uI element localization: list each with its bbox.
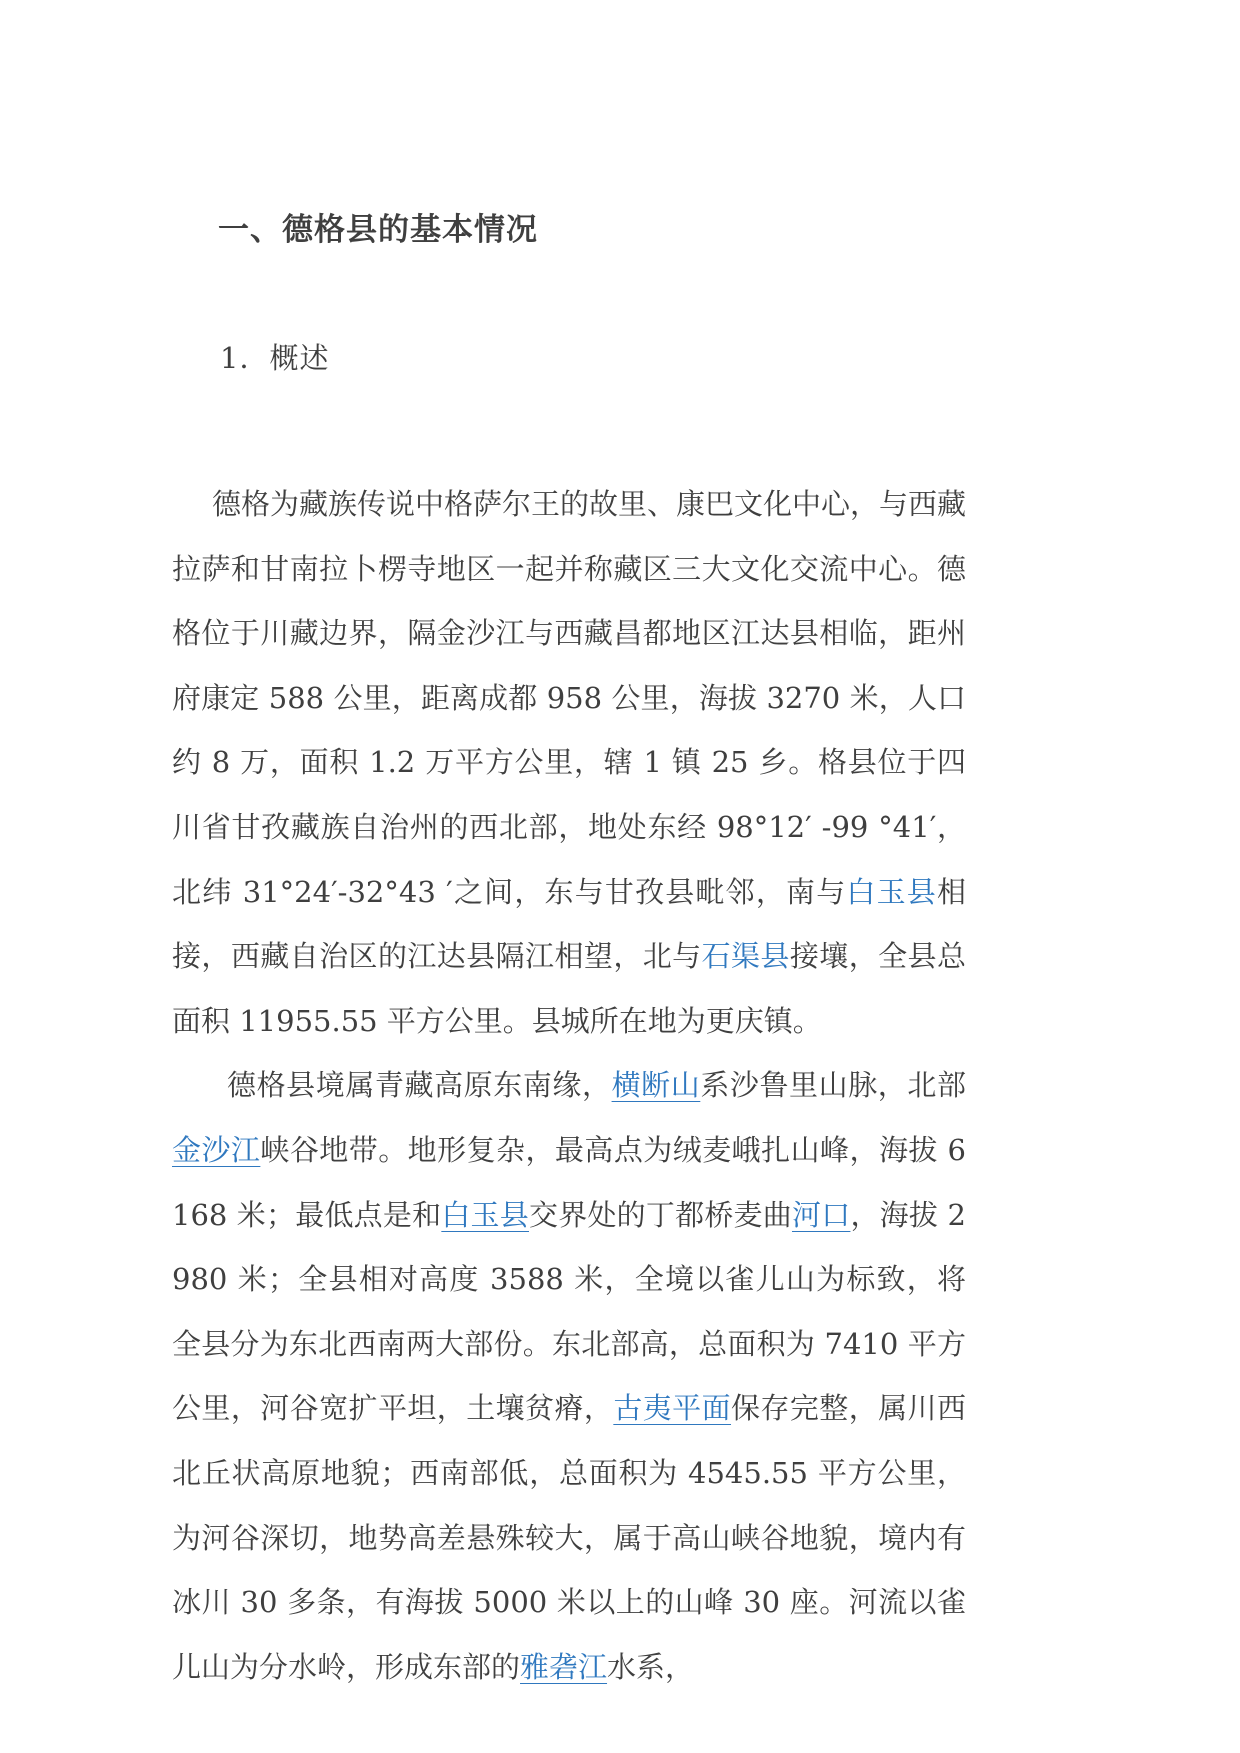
text-run: 德格为藏族传说中格萨尔王的故里、康巴文化中心，与西藏拉萨和甘南拉卜楞寺地区一起并称藏区三大文化交流中心。德格位于川藏边界，隔金沙江与西藏昌都地区江达县相临，距州府康定 588 公里，距离成都 958 公里，海拔 3270 米，人口约 8 万，面积 1.2 万平方公里，辖 1 镇 25 乡。格县位于四川省甘孜藏族自治州的西北部，地处东经 98°12′ -99 °41′，北纬 31°24′-32°43 ′之间，东与甘孜县毗邻，南与	[172, 487, 967, 909]
paragraph	[172, 1053, 966, 1699]
text-run: 水系，	[607, 1649, 695, 1684]
section-subheading: 1．概述	[220, 341, 330, 375]
hyperlink[interactable]: 白玉县	[846, 874, 937, 909]
hyperlink[interactable]: 白玉县	[441, 1197, 529, 1232]
hyperlink[interactable]: 横断山	[611, 1068, 701, 1103]
text-run: 峡谷地带。地形复杂，最高点为绒麦峨扎山峰，海拔 6168 米；最低点是和	[172, 1132, 966, 1232]
hyperlink[interactable]: 河口	[791, 1197, 851, 1232]
document-body	[172, 472, 966, 1699]
text-run: 系沙鲁里山脉，北部	[700, 1068, 966, 1103]
document-title: 一、德格县的基本情况	[218, 212, 538, 248]
text-run: 保存完整，属川西北丘状高原地貌；西南部低，总面积为 4545.55 平方公里，为河谷深切，地势高差悬殊较大，属于高山峡谷地貌，境内有冰川 30 多条，有海拔 5000 米以上的山峰 30 座。河流以雀儿山为分水岭，形成东部的	[172, 1391, 966, 1684]
text-run: 交界处的丁都桥麦曲	[529, 1197, 792, 1232]
paragraph	[172, 472, 966, 1053]
text-run: ，海拔 2980 米；全县相对高度 3588 米，全境以雀儿山为标致，将全县分为东北西南两大部份。东北部高，总面积为 7410 平方公里，河谷宽扩平坦，土壤贫瘠，	[172, 1197, 966, 1426]
hyperlink[interactable]: 古夷平面	[613, 1391, 732, 1426]
hyperlink[interactable]: 石渠县	[701, 939, 790, 974]
text-run: 相接，西藏自治区的江达县隔江相望，北与	[172, 874, 966, 974]
hyperlink[interactable]: 金沙江	[172, 1132, 261, 1167]
hyperlink[interactable]: 雅砻江	[520, 1649, 608, 1684]
text-run: 接壤，全县总面积 11955.55 平方公里。县城所在地为更庆镇。	[172, 939, 966, 1038]
text-run: 德格县境属青藏高原东南缘，	[227, 1068, 612, 1103]
